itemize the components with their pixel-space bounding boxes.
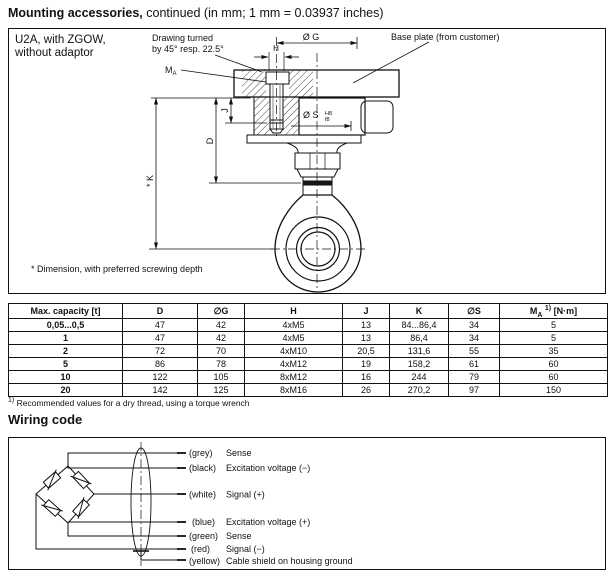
table-header-row xyxy=(9,304,608,319)
plate-hatch-left xyxy=(242,70,266,97)
wire-green xyxy=(68,523,179,536)
dim-j-label: J xyxy=(220,108,230,113)
dim-og-label: Ø G xyxy=(302,32,320,42)
boss-hatch-right xyxy=(283,97,299,135)
plate-hatch-right xyxy=(289,70,313,97)
wiring-code-heading: Wiring code xyxy=(8,412,83,427)
dim-os-label: Ø S xyxy=(303,110,319,120)
dim-os-tolerance-bottom: f8 xyxy=(325,117,330,123)
wiring-panel xyxy=(8,437,606,570)
waist-left xyxy=(287,143,298,153)
wiring-labels xyxy=(189,448,353,566)
dim-os-tolerance-top: H8 xyxy=(325,111,333,117)
dim-h-label: H xyxy=(273,44,279,53)
wiring-diagram xyxy=(9,438,605,569)
wire-color-label: (green) xyxy=(189,531,219,541)
wiring-geometry xyxy=(36,442,186,566)
base-plate-leader xyxy=(353,42,429,83)
base-plate-label: Base plate (from customer) xyxy=(391,32,500,42)
page-title xyxy=(8,6,384,20)
wire-color-label: (red) xyxy=(191,544,211,554)
wire-color-label: (blue) xyxy=(192,517,216,527)
page-title-bold: Mounting accessories, xyxy=(8,6,143,20)
table-row: 1 47 42 4xM5 13 86,4 34 5 xyxy=(9,332,608,345)
table-footnote: $^{1)}$ Recommended values for a dry thread, using a torque wrench xyxy=(8,397,250,408)
variant-label-line2: without adaptor xyxy=(15,47,94,59)
wire-black xyxy=(68,466,179,468)
wire-function-label: Cable shield on housing ground xyxy=(226,556,353,566)
bolt-head xyxy=(266,72,289,84)
wire-color-label: (grey) xyxy=(189,448,213,458)
table-row: 5 86 78 4xM12 19 158,2 61 60 xyxy=(9,358,608,371)
bottom-plate xyxy=(247,135,361,143)
cable-connector-block xyxy=(361,101,393,133)
wire-function-label: Signal (−) xyxy=(226,544,265,554)
waist-right xyxy=(337,143,347,153)
page-title-rest: continued (in mm; 1 mm = 0.03937 inches) xyxy=(142,6,384,20)
rod-end-eye xyxy=(275,195,361,292)
wire-function-label: Excitation voltage (+) xyxy=(226,517,311,527)
col-header-j: J xyxy=(343,304,390,319)
wire-color-label: (yellow) xyxy=(189,556,221,566)
drawing-panel xyxy=(8,28,606,294)
col-header-k: K xyxy=(390,304,449,319)
variant-label-line1: U2A, with ZGOW, xyxy=(15,34,106,46)
collar xyxy=(297,169,338,177)
boss-hatch-left xyxy=(254,97,270,135)
wire-function-label: Sense xyxy=(226,531,252,541)
torque-label: $M_A$ xyxy=(165,65,177,77)
hex-nut xyxy=(295,153,340,169)
turned-note-line1: Drawing turned xyxy=(152,33,214,43)
table-row: 10 122 105 8xM12 16 244 79 60 xyxy=(9,371,608,384)
table-row: 2 72 70 4xM10 20,5 131,6 55 35 xyxy=(9,345,608,358)
dim-d-label: D xyxy=(205,137,215,145)
mounting-drawing xyxy=(9,29,605,293)
dimensions-table xyxy=(8,303,608,397)
col-header-d: D xyxy=(123,304,198,319)
wire-color-label: (black) xyxy=(189,463,217,473)
lock-band xyxy=(303,181,332,185)
wire-yellow xyxy=(141,551,179,560)
drawing-footnote: * Dimension, with preferred screwing depth xyxy=(31,264,203,274)
wire-function-label: Signal (+) xyxy=(226,489,265,500)
col-header-s: ∅S xyxy=(449,304,500,319)
wire-function-label: Excitation voltage (−) xyxy=(226,463,311,473)
col-header-ma: $M_A$ $^{1)}$ [N·m] xyxy=(500,304,608,319)
col-header-g: ∅G xyxy=(198,304,245,319)
dim-k-label: * K xyxy=(145,174,155,188)
col-header-h: H xyxy=(245,304,343,319)
wire-end-ticks xyxy=(177,453,186,560)
stem xyxy=(303,177,332,195)
table-row: 20 142 125 8xM16 26 270,2 97 150 xyxy=(9,384,608,397)
turned-note-line2: by 45° resp. 22.5° xyxy=(152,44,224,54)
drawing-geometry xyxy=(149,37,429,292)
wire-function-label: Sense xyxy=(226,448,252,458)
wire-color-label: (white) xyxy=(189,489,217,500)
bridge-diamond xyxy=(36,466,94,523)
table-row: 0,05...0,5 47 42 4xM5 13 84...86,4 34 5 xyxy=(9,319,608,332)
col-header-capacity: Max. capacity [t] xyxy=(9,304,123,319)
wire-grey xyxy=(68,453,179,466)
